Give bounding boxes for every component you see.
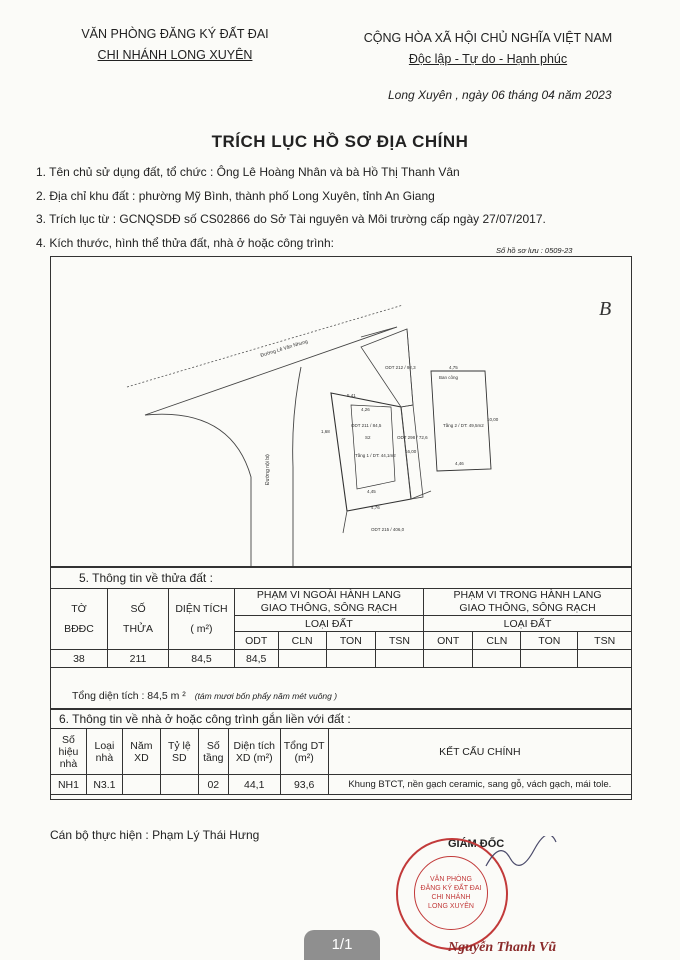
type-cell: CLN	[278, 632, 326, 650]
street-corner	[293, 367, 301, 567]
land-row-cell: 38	[51, 650, 108, 668]
dimension: Ban công	[439, 375, 459, 380]
land-row-cell	[375, 650, 423, 668]
house-section-title: 6. Thông tin về nhà ở hoặc công trình gắn liền với đất :	[59, 712, 351, 726]
col-to-sub: BĐĐC	[64, 623, 94, 635]
parcel-label: ODT 212 / 92,3	[385, 365, 416, 370]
land-row-cell: 211	[107, 650, 168, 668]
dimension: 16,00	[405, 449, 417, 454]
house-cell	[160, 775, 198, 795]
owner-line: 1. Tên chủ sử dụng đất, tổ chức : Ông Lê Hoàng Nhân và bà Hồ Thị Thanh Vân	[36, 165, 460, 179]
col-so-label: SỐ	[130, 603, 146, 615]
parcel-298	[401, 329, 423, 499]
parcel-map	[51, 257, 631, 567]
house-label: Tầng 1 / DT: 44,1m2	[355, 453, 396, 458]
street-edge	[127, 305, 403, 387]
house-cell: 44,1	[228, 775, 280, 795]
parcel-boundary	[411, 491, 431, 499]
north-arrow: B	[599, 298, 612, 320]
land-row-cell	[278, 650, 326, 668]
state-header	[350, 28, 626, 70]
signature	[480, 836, 560, 876]
document-title: TRÍCH LỤC HỒ SƠ ĐỊA CHÍNH	[211, 132, 469, 151]
col-to-label: TỜ	[71, 603, 87, 615]
stamp-text: CHI NHÁNH	[431, 894, 471, 901]
col-to	[51, 589, 108, 650]
col-out-range	[234, 589, 423, 616]
h-col: Diện tích XD (m²)	[228, 729, 280, 775]
type-cell: ODT	[234, 632, 278, 650]
land-type-out: LOẠI ĐẤT	[234, 616, 423, 632]
total-area	[72, 690, 337, 702]
col-so-sub: THỬA	[123, 623, 153, 635]
type-cell: ONT	[424, 632, 473, 650]
annex-label: Tầng 2 / DT: 49,5m2	[443, 423, 484, 428]
land-row-cell	[326, 650, 375, 668]
out-range-2: GIAO THÔNG, SÔNG RẠCH	[260, 602, 398, 614]
land-row-cell	[473, 650, 521, 668]
house-cell: N3.1	[86, 775, 122, 795]
agency-branch: CHI NHÁNH LONG XUYÊN	[97, 48, 253, 62]
parcel-label: ODT 298 / 72,6	[397, 435, 428, 440]
land-section-title: 5. Thông tin về thửa đất :	[79, 571, 213, 585]
type-cell: TON	[326, 632, 375, 650]
in-range-1: PHẠM VI TRONG HÀNH LANG	[453, 589, 602, 601]
h-col: Loại nhà	[86, 729, 122, 775]
dimension: 4,75	[449, 365, 458, 370]
map-frame	[50, 256, 632, 568]
stamp-text: LONG XUYÊN	[428, 903, 474, 910]
page-indicator[interactable]: 1/1	[304, 930, 380, 960]
street-edge	[145, 327, 397, 415]
annex-box	[431, 371, 491, 471]
h-col: Tỷ lệ SD	[160, 729, 198, 775]
parcel-label: ODT 211 / 84,5	[351, 423, 382, 428]
dimension: 4,76	[371, 505, 380, 510]
state-motto: Độc lập - Tự do - Hạnh phúc	[408, 52, 568, 66]
street-edge	[361, 327, 397, 337]
address-line: 2. Địa chỉ khu đất : phường Mỹ Bình, thành phố Long Xuyên, tỉnh An Giang	[36, 189, 435, 203]
land-row-cell	[521, 650, 578, 668]
dimension: 1,68	[321, 429, 330, 434]
house-table	[50, 728, 632, 795]
land-row-cell: 84,5	[234, 650, 278, 668]
street-label: Đường Lê Văn Nhung	[259, 338, 309, 359]
dimension: 4,46	[455, 461, 464, 466]
land-type-in: LOẠI ĐẤT	[424, 616, 632, 632]
type-cell: TSN	[375, 632, 423, 650]
state-name: CỘNG HÒA XÃ HỘI CHỦ NGHĨA VIỆT NAM	[363, 31, 613, 45]
house-cell: 93,6	[280, 775, 328, 795]
house-211	[351, 405, 395, 489]
out-range-1: PHẠM VI NGOÀI HÀNH LANG	[256, 589, 401, 601]
house-cell: Khung BTCT, nền gạch ceramic, sang gỗ, vách gạch, mái tole.	[328, 775, 631, 795]
type-cell: TON	[521, 632, 578, 650]
col-in-range	[424, 589, 632, 616]
land-row-cell	[578, 650, 632, 668]
extract-line: 3. Trích lục từ : GCNQSDĐ số CS02866 do Sở Tài nguyên và Môi trường cấp ngày 27/07/2017.	[36, 212, 546, 226]
house-cell: NH1	[51, 775, 87, 795]
col-dt-label: DIỆN TÍCH	[175, 603, 228, 615]
house-cell	[122, 775, 160, 795]
col-dt	[169, 589, 235, 650]
street-corner	[145, 414, 251, 567]
officer-line: Cán bộ thực hiện : Phạm Lý Thái Hưng	[50, 828, 260, 842]
in-range-2: GIAO THÔNG, SÔNG RẠCH	[459, 602, 596, 614]
director-name: Nguyễn Thanh Vũ	[448, 940, 557, 955]
h-col: Số hiệu nhà	[51, 729, 87, 775]
land-row-cell	[424, 650, 473, 668]
col-dt-unit: ( m²)	[190, 623, 213, 635]
file-number: Số hồ sơ lưu : 0509-23	[496, 246, 573, 255]
dimension: 4,45	[367, 489, 376, 494]
street-label: Đường nội bộ	[265, 454, 271, 485]
total-area-words: (tám mươi bốn phẩy năm mét vuông )	[194, 691, 338, 701]
house-cell: 02	[198, 775, 228, 795]
dimension: 4,26	[361, 407, 370, 412]
h-col: Tổng DT (m²)	[280, 729, 328, 775]
h-col: Số tầng	[198, 729, 228, 775]
parcel-boundary	[343, 511, 347, 533]
parcel-label: ODT 215 / 406,0	[371, 527, 405, 532]
h-col: Năm XD	[122, 729, 160, 775]
agency-name: VĂN PHÒNG ĐĂNG KÝ ĐẤT ĐAI	[81, 27, 269, 41]
land-row-cell: 84,5	[169, 650, 235, 668]
dimension: 5,41	[347, 393, 356, 398]
dimension: 10,00	[487, 417, 499, 422]
land-table	[50, 588, 632, 668]
type-cell: TSN	[578, 632, 632, 650]
total-area-value: Tổng diện tích : 84,5 m ²	[72, 690, 186, 702]
director-title: GIÁM ĐỐC	[448, 838, 505, 850]
h-col: KẾT CẤU CHÍNH	[328, 729, 631, 775]
stamp-text: ĐĂNG KÝ ĐẤT ĐAI	[420, 885, 482, 892]
date-line: Long Xuyên , ngày 06 tháng 04 năm 2023	[388, 88, 612, 102]
col-so	[107, 589, 168, 650]
dimensions-line: 4. Kích thước, hình thể thửa đất, nhà ở hoặc công trình:	[36, 236, 334, 250]
agency-header	[50, 24, 300, 66]
stamp-inner	[414, 856, 488, 930]
stamp-text: VĂN PHÒNG	[429, 876, 472, 883]
map-mark: S2	[365, 435, 371, 440]
type-cell: CLN	[473, 632, 521, 650]
